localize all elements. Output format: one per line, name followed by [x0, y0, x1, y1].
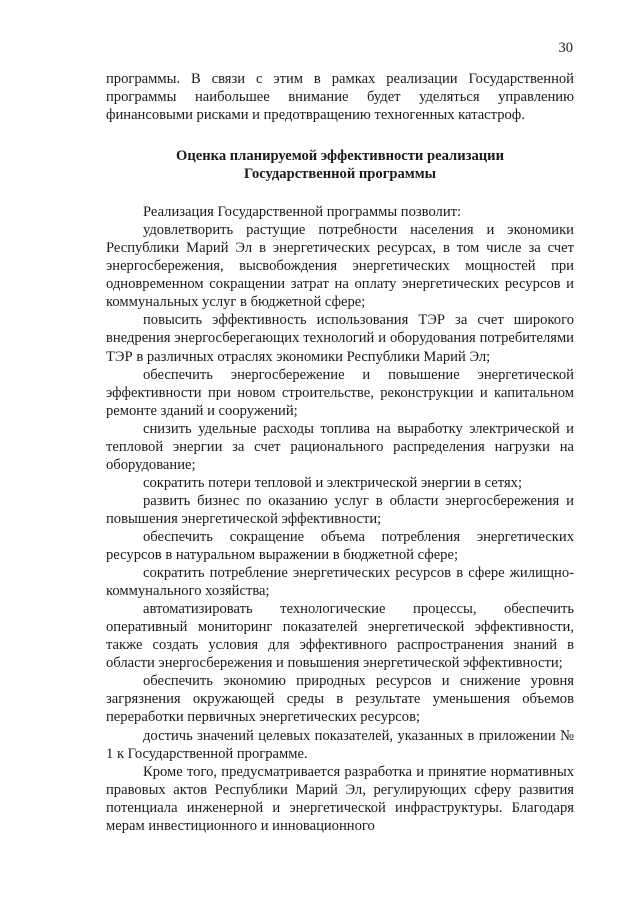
list-item: автоматизировать технологические процессы, обеспечить оперативный мониторинг показателей энергетической эффективности, также создать условия для эффективного распространения знаний в области энергосбережения и повышения энергетической эффективности; [106, 601, 574, 672]
section-heading [106, 147, 574, 183]
list-item: обеспечить энергосбережение и повышение энергетической эффективности при новом строительстве, реконструкции и капитальном ремонте зданий и сооружений; [106, 366, 574, 419]
list-item: снизить удельные расходы топлива на выработку электрической и тепловой энергии за счет рационального распределения нагрузки на оборудование; [106, 420, 574, 473]
list-item: повысить эффективность использования ТЭР за счет широкого внедрения энергосберегающих технологий и оборудования потребителями ТЭР в различных отраслях экономики Республики Марий Эл; [106, 312, 574, 365]
list-item: удовлетворить растущие потребности населения и экономики Республики Марий Эл в энергетических ресурсах, в том числе за счет энергосбережения, высвобождения энергетических мощностей при одновременном сокращении затрат на оплату энергетических ресурсов и коммунальных услуг в бюджетной сфере; [106, 222, 574, 311]
page-number: 30 [558, 40, 573, 56]
closing-paragraph: Кроме того, предусматривается разработка и принятие нормативных правовых актов Республики Марий Эл, регулирующих сферу развития потенциала инженерной и энергетической инфраструктуры. Благодаря мерам инвестиционного и инновационного [106, 763, 574, 834]
list-item: обеспечить сокращение объема потребления энергетических ресурсов в натуральном выражении в бюджетной сфере; [106, 528, 574, 564]
list-item: достичь значений целевых показателей, указанных в приложении № 1 к Государственной программе. [106, 727, 574, 762]
section-heading-line-1: Оценка планируемой эффективности реализации [175, 148, 504, 165]
section-heading-line-2: Государственной программы [243, 166, 437, 183]
list-item: сократить потребление энергетических ресурсов в сфере жилищно-коммунального хозяйства; [106, 565, 574, 600]
list-item: обеспечить экономию природных ресурсов и снижение уровня загрязнения окружающей среды в результате уменьшения объемов переработки первичных энергетических ресурсов; [106, 673, 574, 726]
document-body [106, 70, 574, 835]
intro-paragraph: программы. В связи с этим в рамках реализации Государственной программы наибольшее внимание будет уделяться управлению финансовыми рисками и предотвращению техногенных катастроф. [106, 71, 574, 124]
lead-paragraph: Реализация Государственной программы позволит: [143, 204, 462, 221]
list-item: развить бизнес по оказанию услуг в области энергосбережения и повышения энергетической эффективности; [106, 492, 574, 527]
list-item: сократить потери тепловой и электрической энергии в сетях; [143, 474, 523, 491]
